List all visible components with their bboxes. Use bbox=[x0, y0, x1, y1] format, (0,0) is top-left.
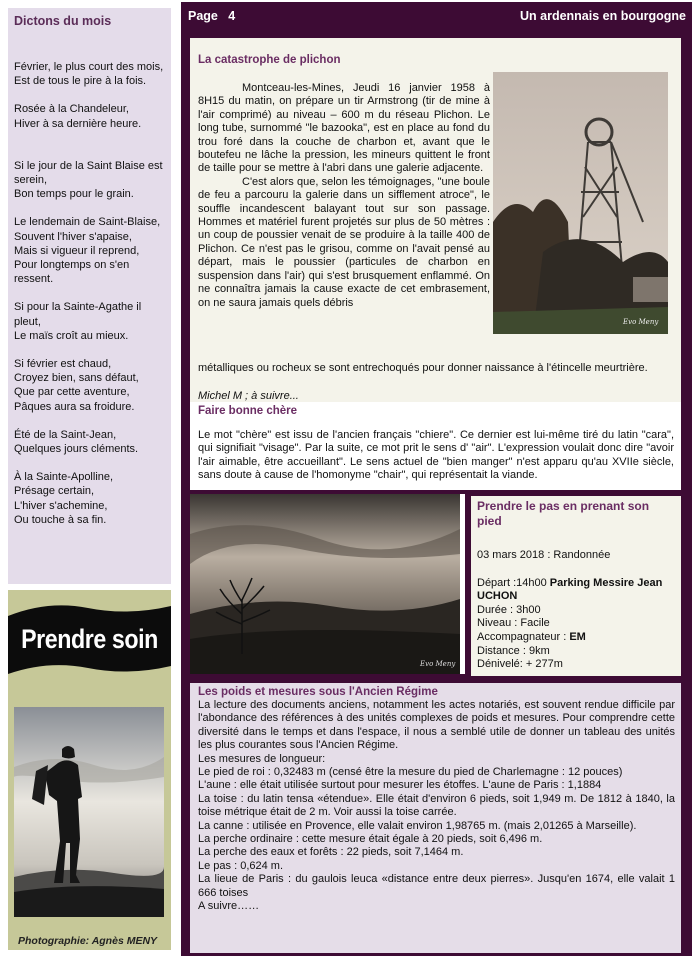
rando-duree: Durée : 3h00 bbox=[477, 603, 541, 616]
rando-title: Prendre le pas en prenant son pied bbox=[477, 499, 650, 528]
rando-accomp-label: Accompagnateur : bbox=[477, 630, 570, 643]
dicton-8: À la Sainte-Apolline, Présage certain, L'hiver s'achemine, Ou touche à sa fin. bbox=[14, 471, 114, 526]
rando-photo-signature: Evo Meny bbox=[420, 660, 456, 668]
poids-line: La toise : du latin tensa «étendue». Elle était d'environ 6 pieds, soit 1,949 m. De 1812 à 1840, la toise métrique était de 2 m. Voir aussi la toise carrée. bbox=[198, 792, 675, 819]
plichon-photo-signature: Evo Meny bbox=[623, 318, 659, 326]
poids-a-suivre: A suivre…… bbox=[198, 900, 260, 913]
dicton-4: Le lendemain de Saint-Blaise, Souvent l'hiver s'apaise, Mais si vigueur il reprend, Pour longtemps on s'en ressent. bbox=[14, 216, 161, 286]
hiker-photo bbox=[14, 707, 164, 917]
prendre-soin-title: Prendre soin bbox=[21, 624, 158, 654]
rando-accomp-value: EM bbox=[569, 630, 586, 643]
page-number: Page 4 bbox=[188, 9, 236, 23]
rando-niveau: Niveau : Facile bbox=[477, 617, 550, 630]
poids-line: Le pied de roi : 0,32483 m (censé être la mesure du pied de Charlemagne : 12 pouces) bbox=[198, 766, 623, 779]
poids-line: Les mesures de longueur: bbox=[198, 752, 326, 765]
headframe-photo bbox=[493, 72, 668, 334]
landscape-photo bbox=[190, 494, 460, 674]
plichon-para-1: Montceau-les-Mines, Jeudi 16 janvier 1958 à 8H15 du matin, on prépare un tir Armstrong (tir de mine à l'air comprimé) au niveau – 600 m du réseau Plichon. Le long tube, surnommé "le bazooka", est en place au fond du trou foré dans la couche de charbon et, avant que le boutefeu ne lâche la pression, les mineurs quittent le front de taille pour se mettre à l'abri dans une galerie adjacente. bbox=[198, 82, 490, 175]
plichon-title: La catastrophe de plichon bbox=[198, 54, 341, 66]
poids-line: La canne : utilisée en Provence, elle valait environ 1,98765 m. (mais 2,01265 à Marseille). bbox=[198, 819, 637, 832]
plichon-body bbox=[198, 82, 490, 310]
dicton-2: Rosée à la Chandeleur, Hiver à sa dernière heure. bbox=[14, 103, 142, 130]
dicton-6: Si février est chaud, Croyez bien, sans défaut, Que par cette aventure, Pâques aura sa froidure. bbox=[14, 358, 139, 413]
landscape-photo-frame bbox=[190, 494, 465, 674]
plichon-author: Michel M ; à suivre... bbox=[198, 390, 299, 402]
poids-line: Le pas : 0,624 m. bbox=[198, 859, 283, 872]
plichon-para-2-tail: métalliques ou rocheux se sont entrechoqués pour donner naissance à l'étincelle meurtrière. bbox=[198, 362, 648, 374]
prendre-soin-panel bbox=[8, 590, 171, 950]
plichon-article bbox=[190, 38, 681, 402]
main-frame bbox=[181, 2, 692, 956]
chere-body: Le mot "chère" est issu de l'ancien français "chiere". Ce dernier est lui-même tiré du latin "cara", qui signifiait "visage". Par la suite, ce mot prit le sens d' "air". L'expression voulait donc dire "avoir l'air aimable, être accueillant". Le sens actuel de "bien manger" n'est apparu qu'au XVIIe siècle, sans doute à cause de l'homonyme "chair", qui représentait la viande. bbox=[198, 429, 674, 482]
poids-intro: La lecture des documents anciens, notamment les actes notariés, est souvent rendue difficile par l'abondance des références à des unités complexes de poids et mesures. Pour comprendre cette diversité dans le temps et dans l'espace, il nous a semblé utile de donner un tableau des unités les plus courantes sous l'Ancien Régime. bbox=[198, 699, 675, 752]
dicton-5: Si pour la Sainte-Agathe il pleut, Le maïs croît au mieux. bbox=[14, 301, 142, 342]
poids-article bbox=[190, 683, 681, 953]
dictons-title: Dictons du mois bbox=[14, 14, 112, 28]
poids-title: Les poids et mesures sous l'Ancien Régime bbox=[198, 686, 438, 698]
rando-denivele: Dénivelé: + 277m bbox=[477, 658, 563, 671]
poids-line: La perche des eaux et forêts : 22 pieds, soit 7,1464 m. bbox=[198, 846, 464, 859]
dictons-panel bbox=[8, 8, 171, 584]
chere-title: Faire bonne chère bbox=[198, 405, 298, 417]
chere-article bbox=[190, 402, 681, 490]
rando-panel bbox=[471, 496, 681, 676]
rando-depart-place: Parking Messire Jean UCHON bbox=[477, 576, 663, 603]
dicton-1: Février, le plus court des mois, Est de tous le pire à la fois. bbox=[14, 61, 164, 88]
rando-accompagnateur bbox=[477, 631, 675, 645]
plichon-para-2: C'est alors que, selon les témoignages, "une boule de feu a parcouru la galerie dans un sifflement atroce", le souffle incandescent balayant tout sur son passage. Hommes et matériel furent projetés sur plus de 50 mètres : un coup de poussier venait de se produire à la taille 400 de Plichon. Ce n'est pas le grisou, comme on l'avait pensé au départ, mais le poussier (particules de charbon en suspension dans l'air) qui s'est brusquement enflammé. On ne connaîtra jamais la cause exacte de cet embrasement, on ne saura jamais quels débris bbox=[198, 175, 490, 309]
page-header bbox=[181, 2, 692, 30]
rando-date: 03 mars 2018 : Randonnée bbox=[477, 549, 611, 561]
rando-distance: Distance : 9km bbox=[477, 644, 550, 657]
dicton-7: Été de la Saint-Jean, Quelques jours cléments. bbox=[14, 428, 139, 456]
dicton-3: Si le jour de la Saint Blaise est serein, Bon temps pour le grain. bbox=[14, 159, 163, 201]
photo-credit: Photographie: Agnès MENY bbox=[18, 935, 158, 947]
rando-depart bbox=[477, 577, 675, 604]
poids-line: L'aune : elle était utilisée surtout pour mesurer les étoffes. L'aune de Paris : 1,1884 bbox=[198, 779, 602, 792]
poids-line: La perche ordinaire : cette mesure était égale à 20 pieds, soit 6,496 m. bbox=[198, 833, 543, 846]
poids-line: La lieue de Paris : du gaulois leuca «distance entre deux pierres». Jusqu'en 1674, elle valait 1 666 toises bbox=[198, 873, 675, 899]
running-title: Un ardennais en bourgogne bbox=[520, 9, 686, 23]
rando-depart-label: Départ :14h00 bbox=[477, 576, 550, 589]
